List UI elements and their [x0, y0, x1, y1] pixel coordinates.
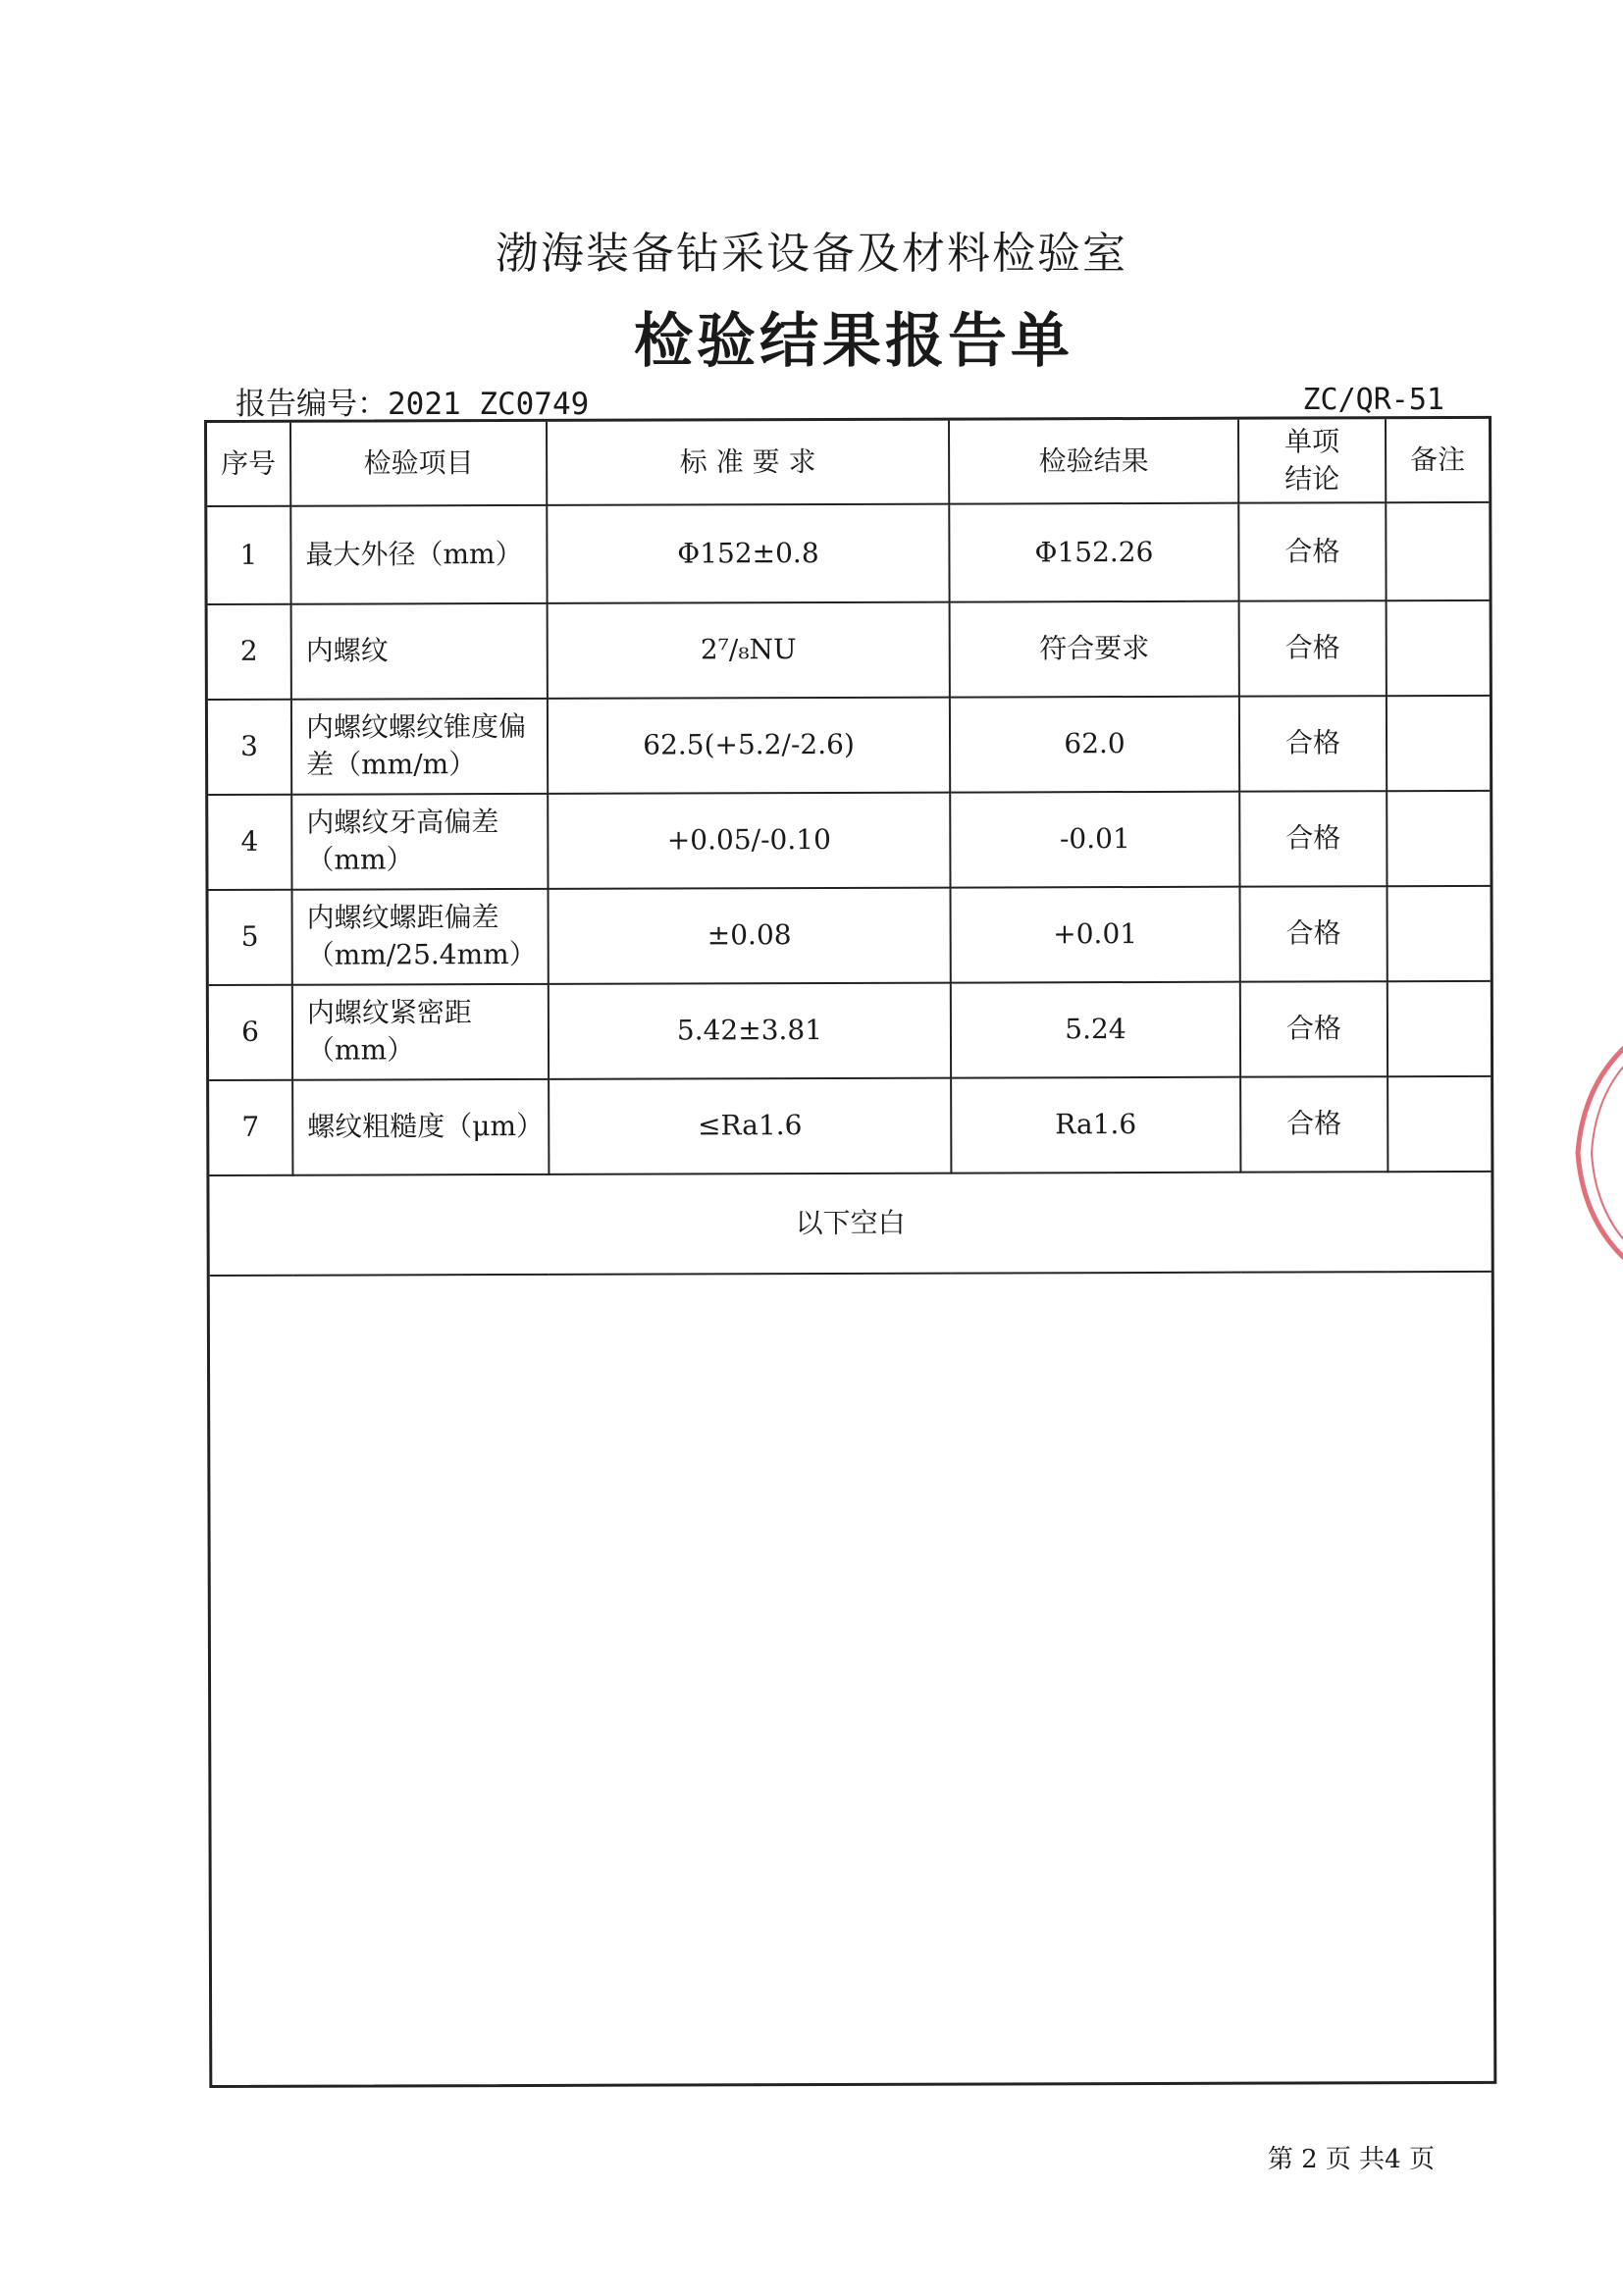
cell-item: 螺纹粗糙度（μm）	[292, 1078, 549, 1174]
table-row	[208, 600, 1490, 699]
seal-ring	[1578, 1011, 1623, 1295]
cell-conclusion: 合格	[1239, 791, 1387, 886]
cell-no: 5	[209, 889, 292, 984]
cell-remark	[1387, 1075, 1491, 1171]
col-header-result: 检验结果	[949, 420, 1238, 504]
cell-conclusion: 合格	[1240, 981, 1387, 1076]
cell-standard: Φ152±0.8	[547, 503, 949, 602]
cell-item: 内螺纹紧密距（mm）	[292, 983, 549, 1079]
blank-note: 以下空白	[209, 1171, 1491, 1275]
cell-result: 62.0	[950, 696, 1239, 792]
cell-no: 4	[208, 794, 291, 889]
cell-conclusion: 合格	[1239, 696, 1387, 791]
table-row	[209, 980, 1491, 1079]
cell-item: 内螺纹	[291, 602, 548, 699]
official-seal-stamp	[1566, 991, 1623, 1315]
table-header-row	[207, 419, 1489, 506]
document-title: 检验结果报告单	[634, 307, 1073, 376]
lab-name: 渤海装备钻采设备及材料检验室	[496, 229, 1127, 279]
cell-remark	[1387, 980, 1491, 1075]
cell-item: 内螺纹牙高偏差（mm）	[291, 793, 548, 889]
cell-standard: 62.5(+5.2/-2.6)	[548, 697, 950, 793]
table-row	[209, 1075, 1491, 1174]
cell-result: 符合要求	[950, 600, 1239, 697]
col-header-remark: 备注	[1386, 419, 1489, 502]
cell-result: Φ152.26	[949, 502, 1238, 601]
cell-item: 内螺纹螺纹锥度偏差（mm/m）	[291, 698, 548, 794]
table-row	[208, 695, 1490, 794]
col-header-standard: 标 准 要 求	[547, 421, 949, 505]
cell-result: +0.01	[950, 886, 1239, 982]
cell-remark	[1387, 790, 1490, 885]
cell-item: 内螺纹螺距偏差（mm/25.4mm）	[292, 888, 549, 984]
form-code: ZC/QR-51	[1302, 383, 1444, 417]
cell-remark	[1387, 600, 1490, 695]
cell-item: 最大外径（mm）	[290, 504, 547, 603]
cell-no: 6	[209, 984, 292, 1079]
report-number-label: 报告编号：	[236, 387, 388, 422]
cell-no: 3	[208, 699, 291, 794]
cell-conclusion: 合格	[1240, 1076, 1387, 1172]
col-header-conclusion: 单项 结论	[1238, 419, 1386, 502]
cell-standard: 2⁷/₈NU	[548, 601, 950, 698]
cell-no: 2	[208, 603, 291, 699]
table-row	[209, 885, 1491, 984]
table-row	[207, 501, 1489, 603]
report-number-value: 2021 ZC0749	[388, 387, 590, 422]
col-header-item: 检验项目	[290, 422, 547, 505]
cell-conclusion: 合格	[1238, 502, 1386, 600]
cell-remark	[1386, 501, 1489, 600]
report-number	[236, 379, 589, 423]
cell-conclusion: 合格	[1239, 886, 1387, 981]
cell-remark	[1387, 695, 1490, 790]
cell-result: 5.24	[951, 981, 1240, 1077]
cell-no: 7	[209, 1079, 292, 1174]
cell-result: -0.01	[950, 791, 1239, 887]
cell-conclusion: 合格	[1239, 600, 1387, 696]
cell-standard: ≤Ra1.6	[549, 1077, 951, 1174]
cell-remark	[1387, 885, 1490, 980]
table-row	[208, 790, 1490, 889]
report-frame	[204, 416, 1496, 2088]
blank-note-row	[209, 1171, 1491, 1275]
results-table	[207, 419, 1492, 1277]
cell-no: 1	[207, 505, 290, 603]
cell-standard: +0.05/-0.10	[548, 792, 950, 888]
cell-standard: ±0.08	[549, 887, 951, 983]
page-number: 第 2 页 共4 页	[1267, 2145, 1435, 2174]
cell-result: Ra1.6	[951, 1076, 1240, 1173]
cell-standard: 5.42±3.81	[549, 982, 951, 1078]
col-header-no: 序号	[207, 423, 290, 506]
